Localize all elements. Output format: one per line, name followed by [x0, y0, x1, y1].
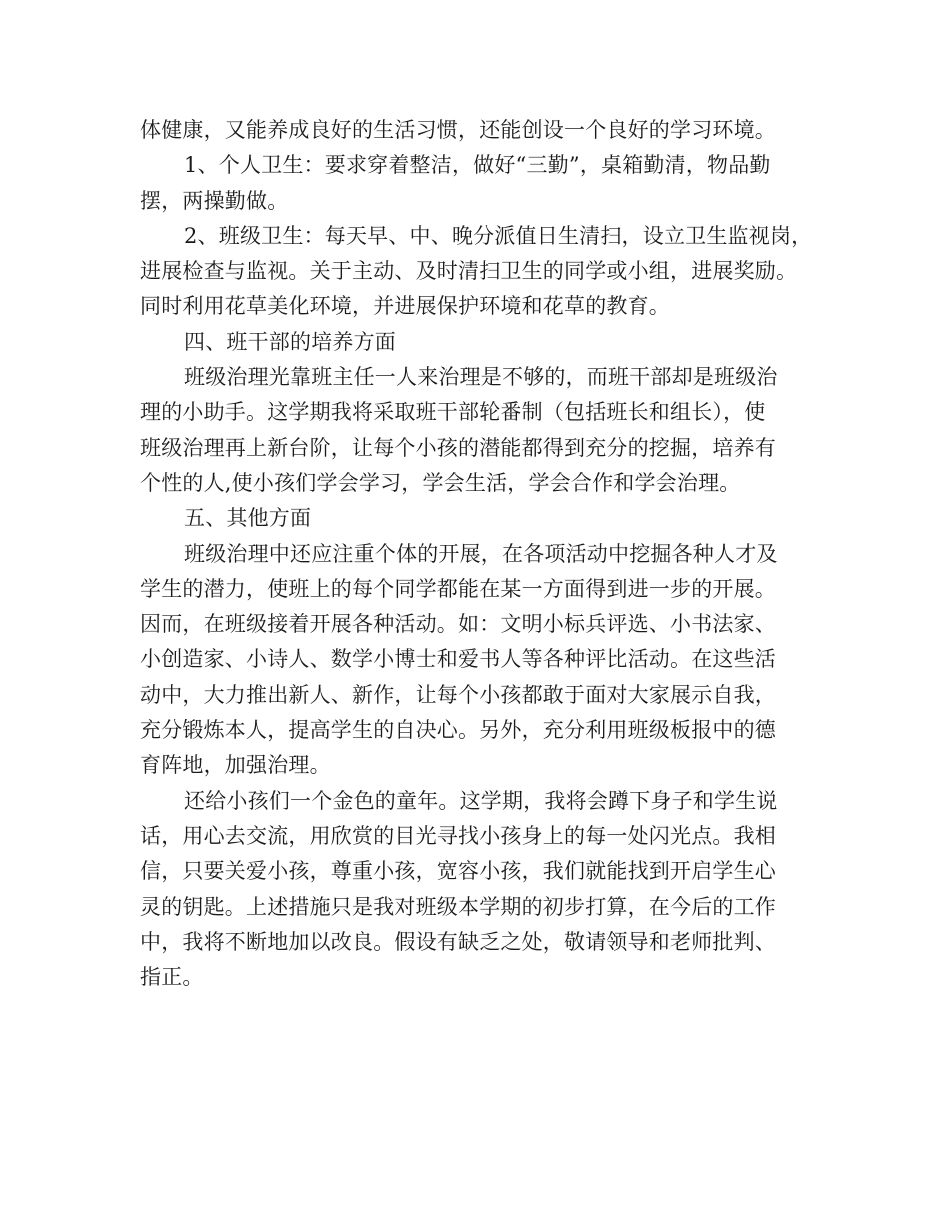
text-line: 还给小孩们一个金色的童年。这学期，我将会蹲下身子和学生说 [184, 788, 778, 813]
text-line: 同时利用花草美化环境，并进展保护环境和花草的教育。 [140, 294, 670, 319]
text-line: 小创造家、小诗人、数学小博士和爱书人等各种评比活动。在这些活 [140, 647, 776, 672]
text-line: 信，只要关爱小孩，尊重小孩，宽容小孩，我们就能找到开启学生心 [140, 859, 776, 884]
text-line: 进展检查与监视。关于主动、及时清扫卫生的同学或小组，进展奖励。 [140, 259, 798, 284]
text-line: 因而，在班级接着开展各种活动。如：文明小标兵评选、小书法家、 [140, 612, 776, 637]
text-line: 班级治理光靠班主任一人来治理是不够的，而班干部却是班级治 [184, 365, 778, 390]
text-line: 指正。 [140, 965, 204, 990]
text-line: 五、其他方面 [184, 506, 312, 531]
text-line: 四、班干部的培养方面 [184, 329, 396, 354]
text-line: 育阵地，加强治理。 [140, 753, 331, 778]
text-line: 话，用心去交流，用欣赏的目光寻找小孩身上的每一处闪光点。我相 [140, 823, 776, 848]
text-line: 理的小助手。这学期我将采取班干部轮番制（包括班长和组长），使 [140, 400, 766, 425]
text-line: 灵的钥匙。上述措施只是我对班级本学期的初步打算，在今后的工作 [140, 894, 776, 919]
text-line: 个性的人,使小孩们学会学习，学会生活，学会合作和学会治理。 [140, 470, 741, 495]
text-line: 体健康，又能养成良好的生活习惯，还能创设一个良好的学习环境。 [140, 118, 776, 142]
text-line: 学生的潜力，使班上的每个同学都能在某一方面得到进一步的开展。 [140, 576, 776, 601]
text-line: 1、个人卫生：要求穿着整洁，做好“三勤”，桌箱勤清，物品勤 [184, 153, 771, 178]
document-body [140, 113, 840, 995]
text-line: 中，我将不断地加以改良。假设有缺乏之处，敬请领导和老师批判、 [140, 929, 776, 954]
text-line: 摆，两操勤做。 [140, 188, 289, 213]
text-line: 充分锻炼本人，提高学生的自决心。另外，充分利用班级板报中的德 [140, 718, 776, 743]
text-line: 2、班级卫生：每天早、中、晚分派值日生清扫，设立卫生监视岗， [184, 223, 813, 248]
text-line: 班级治理再上新台阶，让每个小孩的潜能都得到充分的挖掘，培养有 [140, 435, 776, 460]
text-line: 动中，大力推出新人、新作，让每个小孩都敢于面对大家展示自我， [140, 682, 776, 707]
text-line: 班级治理中还应注重个体的开展，在各项活动中挖掘各种人才及 [184, 541, 778, 566]
